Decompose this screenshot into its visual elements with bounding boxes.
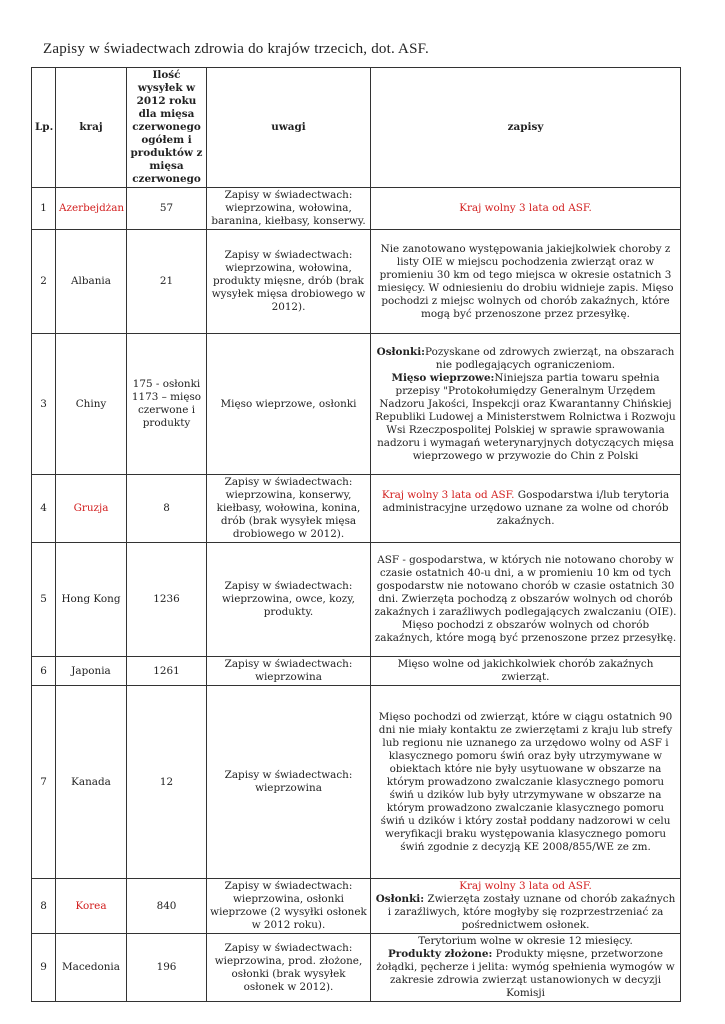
cell-uwagi: Mięso wieprzowe, osłonki [207, 334, 371, 475]
table-header-row [32, 68, 681, 188]
cell-kraj: Kanada [56, 686, 127, 879]
cell-uwagi: Zapisy w świadectwach: wieprzowina, owce, kozy, produkty. [207, 543, 371, 657]
zapisy-red-text: Kraj wolny 3 lata od ASF. [459, 202, 592, 214]
cell-zapisy: Nie zanotowano występowania jakiejkolwiek choroby z listy OIE w miejscu pochodzenia zwierząt oraz w promieniu 30 km od tego miejsca w okresie ostatnich 3 miesięcy. W odniesieniu do drobiu widnieje zapis. Mięso pochodzi z miejsc wolnych od chorób zakaźnych, które mogą być przenoszone przez przesyłkę. [371, 230, 681, 334]
cell-uwagi: Zapisy w świadectwach: wieprzowina, osłonki wieprzowe (2 wysyłki osłonek w 2012 roku). [207, 879, 371, 934]
cell-uwagi: Zapisy w świadectwach: wieprzowina, prod. złożone, osłonki (brak wysyłek osłonek w 2012). [207, 934, 371, 1002]
cell-zapisy: Mięso pochodzi od zwierząt, które w ciągu ostatnich 90 dni nie miały kontaktu ze zwierzętami z kraju lub strefy lub regionu nie uznanego za urzędowo wolny od ASF i klasycznego pomoru świń oraz były utrzymywane w obiektach które nie były usytuowane w obszarze na którym prowadzono zwalczanie klasycznego pomoru świń u dzików lub były utrzymywane w obszarze na którym prowadzono zwalczanie klasycznego pomoru świń u dzików i który został poddany nadzorowi w celu weryfikacji braku występowania klasycznego pomoru świń zgodnie z decyzją KE 2008/855/WE ze zm. [371, 686, 681, 879]
table-row [32, 934, 681, 1002]
cell-kraj: Korea [56, 879, 127, 934]
cell-lp: 2 [32, 230, 56, 334]
cell-lp: 5 [32, 543, 56, 657]
cell-kraj: Japonia [56, 657, 127, 686]
cell-ilosc: 196 [127, 934, 207, 1002]
table-row [32, 657, 681, 686]
cell-kraj: Azerbejdżan [56, 188, 127, 230]
table-row [32, 475, 681, 543]
cell-lp: 4 [32, 475, 56, 543]
cell-lp: 8 [32, 879, 56, 934]
table-row [32, 334, 681, 475]
cell-lp: 6 [32, 657, 56, 686]
zapisy-bold-label: Produkty złożone: [387, 948, 493, 960]
zapisy-red-text: Kraj wolny 3 lata od ASF. [459, 880, 592, 892]
cell-ilosc: 1236 [127, 543, 207, 657]
cell-kraj: Chiny [56, 334, 127, 475]
header-zapisy: zapisy [371, 68, 681, 188]
cell-zapisy: ASF - gospodarstwa, w których nie notowano choroby w czasie ostatnich 40-u dni, a w promieniu 10 km od tych gospodarstw nie notowano chorób w czasie ostatnich 30 dni. Zwierzęta pochodzą z obszarów wolnych od chorób zakaźnych i zaraźliwych podlegających zwalczaniu (OIE). Mięso pochodzi z obszarów wolnych od chorób zakaźnych, które mogą być przenoszone przez przesyłkę. [371, 543, 681, 657]
cell-ilosc: 175 - osłonki 1173 – mięso czerwone i produkty [127, 334, 207, 475]
cell-zapisy [371, 475, 681, 543]
cell-ilosc: 12 [127, 686, 207, 879]
header-lp: Lp. [32, 68, 56, 188]
cell-kraj: Albania [56, 230, 127, 334]
header-uwagi: uwagi [207, 68, 371, 188]
cell-zapisy: Mięso wolne od jakichkolwiek chorób zakaźnych zwierząt. [371, 657, 681, 686]
cell-uwagi: Zapisy w świadectwach: wieprzowina, wołowina, baranina, kiełbasy, konserwy. [207, 188, 371, 230]
cell-lp: 7 [32, 686, 56, 879]
cell-ilosc: 840 [127, 879, 207, 934]
table-row [32, 188, 681, 230]
cell-uwagi: Zapisy w świadectwach: wieprzowina, wołowina, produkty mięsne, drób (brak wysyłek mięsa drobiowego w 2012). [207, 230, 371, 334]
cell-uwagi: Zapisy w świadectwach: wieprzowina [207, 686, 371, 879]
cell-zapisy [371, 879, 681, 934]
zapisy-bold-label: Osłonki: [376, 345, 426, 358]
table-row [32, 230, 681, 334]
zapisy-bold-label: Osłonki: [375, 893, 425, 905]
cell-zapisy [371, 334, 681, 475]
cell-uwagi: Zapisy w świadectwach: wieprzowina, konserwy, kiełbasy, wołowina, konina, drób (brak wysyłek mięsa drobiowego w 2012). [207, 475, 371, 543]
cell-ilosc: 1261 [127, 657, 207, 686]
cell-zapisy [371, 934, 681, 1002]
cell-ilosc: 8 [127, 475, 207, 543]
table-row [32, 543, 681, 657]
cell-lp: 1 [32, 188, 56, 230]
zapisy-text: Pozyskane od zdrowych zwierząt, na obszarach nie podlegających ograniczeniom. [425, 345, 675, 371]
header-ilosc: Ilość wysyłek w 2012 roku dla mięsa czerwonego ogółem i produktów z mięsa czerwonego [127, 68, 207, 188]
cell-uwagi: Zapisy w świadectwach: wieprzowina [207, 657, 371, 686]
zapisy-text: Gospodarstwa i/lub terytoria administracyjne urzędowo uznane za wolne od chorób zakaźnych. [382, 489, 670, 527]
zapisy-text: Terytorium wolne w okresie 12 miesięcy. [418, 935, 633, 947]
zapisy-text: Niniejsza partia towaru spełnia przepisy "Protokołumiędzy Generalnym Urzędem Nadzoru Jakości, Inspekcji oraz Kwarantanny Chińskiej Republiki Ludowej a Ministerstwem Rolnictwa i Rozwoju Wsi Rzeczpospolitej Polskiej w sprawie sprawowania nadzoru i wymagań weterynaryjnych dotyczących mięsa wieprzowego w przywozie do Chin z Polski [375, 371, 676, 462]
cell-kraj: Gruzja [56, 475, 127, 543]
cell-ilosc: 57 [127, 188, 207, 230]
table-row [32, 686, 681, 879]
cell-lp: 3 [32, 334, 56, 475]
cell-lp: 9 [32, 934, 56, 1002]
table-row [32, 879, 681, 934]
cell-kraj: Macedonia [56, 934, 127, 1002]
cell-zapisy [371, 188, 681, 230]
zapisy-text: Produkty mięsne, przetworzone żołądki, pęcherze i jelita: wymóg spełnienia wymogów w zakresie zdrowia zwierząt ustanowionych w decyzji Komisji [376, 948, 675, 999]
zapisy-text: Zwierzęta zostały uznane od chorób zakaźnych i zaraźliwych, które mogłyby się rozprzestrzeniać za pośrednictwem osłonek. [387, 893, 676, 931]
zapisy-red-text: Kraj wolny 3 lata od ASF. [381, 489, 515, 501]
asf-certificates-table [31, 67, 681, 1002]
cell-ilosc: 21 [127, 230, 207, 334]
zapisy-bold-label: Mięso wieprzowe: [391, 371, 495, 384]
page-title: Zapisy w świadectwach zdrowia do krajów trzecich, dot. ASF. [43, 41, 429, 57]
cell-kraj: Hong Kong [56, 543, 127, 657]
header-kraj: kraj [56, 68, 127, 188]
